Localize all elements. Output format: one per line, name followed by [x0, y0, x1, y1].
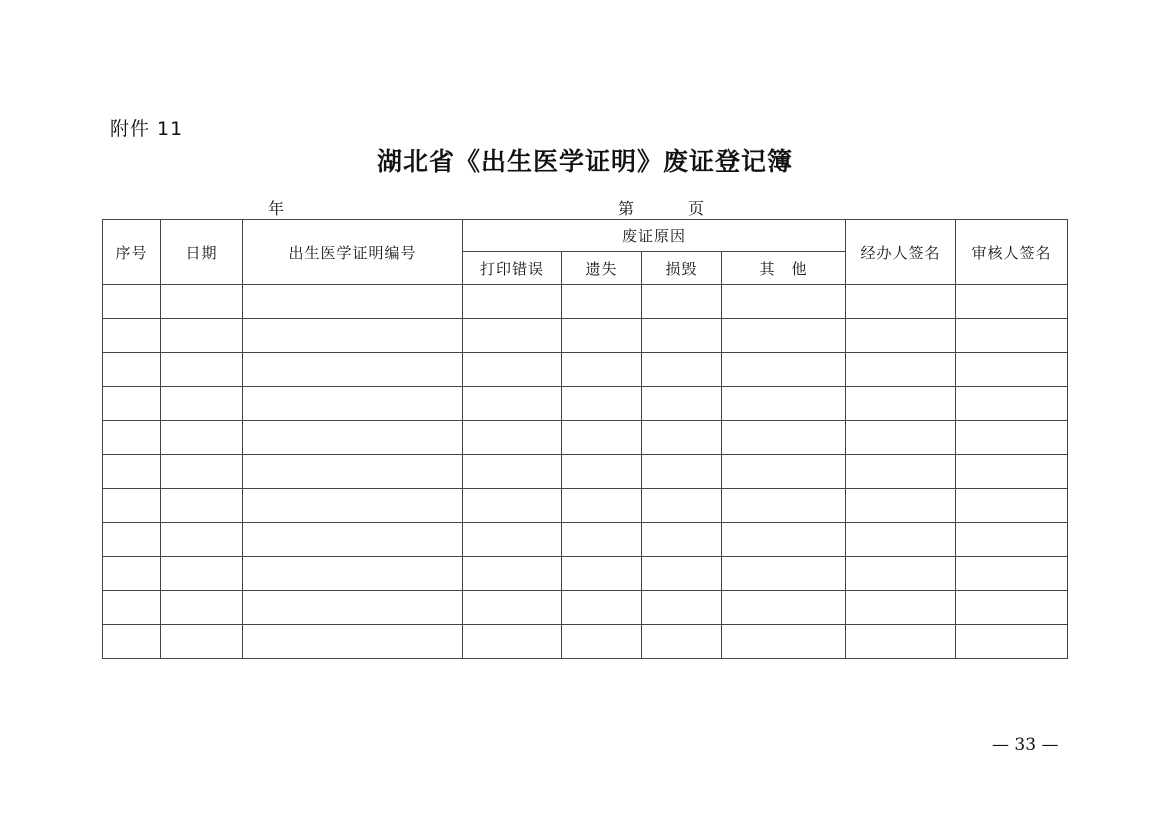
table-cell[interactable]: [846, 387, 956, 421]
table-cell[interactable]: [562, 285, 642, 319]
table-cell[interactable]: [642, 387, 722, 421]
table-row: [103, 319, 1068, 353]
table-cell[interactable]: [722, 285, 846, 319]
page-prefix-label: 第: [618, 199, 635, 218]
table-cell[interactable]: [956, 591, 1068, 625]
table-cell[interactable]: [722, 421, 846, 455]
table-cell[interactable]: [463, 523, 562, 557]
table-row: [103, 489, 1068, 523]
table-cell[interactable]: [562, 421, 642, 455]
page-suffix-label: 页: [688, 199, 705, 218]
table-cell[interactable]: [463, 387, 562, 421]
table-cell[interactable]: [463, 625, 562, 659]
header-reason-lost: 遗失: [562, 252, 642, 285]
table-cell[interactable]: [722, 591, 846, 625]
table-cell[interactable]: [103, 523, 161, 557]
table-row: [103, 455, 1068, 489]
table-cell[interactable]: [846, 625, 956, 659]
table-cell[interactable]: [956, 455, 1068, 489]
table-cell[interactable]: [642, 489, 722, 523]
table-row: [103, 625, 1068, 659]
table-cell[interactable]: [161, 353, 243, 387]
page-number: — 33 —: [992, 735, 1059, 755]
table-cell[interactable]: [463, 421, 562, 455]
table-cell[interactable]: [642, 319, 722, 353]
attachment-label: 附件 11: [110, 118, 184, 140]
table-cell[interactable]: [161, 285, 243, 319]
table-cell[interactable]: [956, 421, 1068, 455]
table-cell[interactable]: [642, 591, 722, 625]
table-cell[interactable]: [103, 353, 161, 387]
table-row: [103, 387, 1068, 421]
table-cell[interactable]: [243, 353, 463, 387]
table-cell[interactable]: [243, 285, 463, 319]
table-cell[interactable]: [562, 455, 642, 489]
table-cell[interactable]: [642, 523, 722, 557]
table-cell[interactable]: [243, 455, 463, 489]
table-cell[interactable]: [722, 387, 846, 421]
register-body: [103, 285, 1068, 659]
year-label: 年: [268, 199, 285, 218]
table-cell[interactable]: [642, 285, 722, 319]
header-reviewer-signature: 审核人签名: [956, 220, 1068, 285]
table-cell[interactable]: [846, 285, 956, 319]
header-handler-signature: 经办人签名: [846, 220, 956, 285]
table-cell[interactable]: [956, 557, 1068, 591]
table-cell[interactable]: [562, 557, 642, 591]
table-cell[interactable]: [463, 455, 562, 489]
table-cell[interactable]: [642, 455, 722, 489]
table-cell[interactable]: [846, 455, 956, 489]
table-cell[interactable]: [722, 557, 846, 591]
table-cell[interactable]: [722, 489, 846, 523]
table-cell[interactable]: [562, 387, 642, 421]
table-cell[interactable]: [243, 319, 463, 353]
table-cell[interactable]: [956, 285, 1068, 319]
table-row: [103, 285, 1068, 319]
table-cell[interactable]: [161, 421, 243, 455]
table-cell[interactable]: [161, 319, 243, 353]
table-cell[interactable]: [161, 455, 243, 489]
table-cell[interactable]: [642, 625, 722, 659]
table-cell[interactable]: [722, 353, 846, 387]
table-cell[interactable]: [642, 421, 722, 455]
table-cell[interactable]: [243, 489, 463, 523]
table-cell[interactable]: [103, 455, 161, 489]
table-cell[interactable]: [161, 557, 243, 591]
table-cell[interactable]: [956, 489, 1068, 523]
table-cell[interactable]: [562, 353, 642, 387]
table-cell[interactable]: [642, 557, 722, 591]
table-cell[interactable]: [722, 523, 846, 557]
table-cell[interactable]: [562, 523, 642, 557]
table-cell[interactable]: [846, 319, 956, 353]
table-cell[interactable]: [161, 489, 243, 523]
table-cell[interactable]: [956, 625, 1068, 659]
header-reason-print-error: 打印错误: [463, 252, 562, 285]
table-cell[interactable]: [103, 387, 161, 421]
table-row: [103, 523, 1068, 557]
table-cell[interactable]: [846, 591, 956, 625]
table-cell[interactable]: [846, 523, 956, 557]
table-cell[interactable]: [243, 591, 463, 625]
table-cell[interactable]: [161, 625, 243, 659]
table-row: [103, 353, 1068, 387]
table-cell[interactable]: [956, 387, 1068, 421]
table-cell[interactable]: [243, 387, 463, 421]
table-cell[interactable]: [722, 455, 846, 489]
table-cell[interactable]: [243, 625, 463, 659]
table-cell[interactable]: [463, 557, 562, 591]
table-cell[interactable]: [846, 353, 956, 387]
table-cell[interactable]: [463, 591, 562, 625]
table-cell[interactable]: [243, 421, 463, 455]
table-row: [103, 591, 1068, 625]
table-cell[interactable]: [103, 625, 161, 659]
table-cell[interactable]: [161, 591, 243, 625]
header-reason-damaged: 损毁: [642, 252, 722, 285]
header-serial: 序号: [103, 220, 161, 285]
table-cell[interactable]: [846, 557, 956, 591]
table-cell[interactable]: [722, 319, 846, 353]
table-cell[interactable]: [562, 591, 642, 625]
table-cell[interactable]: [463, 319, 562, 353]
table-cell[interactable]: [463, 489, 562, 523]
table-cell[interactable]: [103, 319, 161, 353]
table-cell[interactable]: [956, 319, 1068, 353]
table-row: [103, 421, 1068, 455]
table-cell[interactable]: [103, 421, 161, 455]
table-cell[interactable]: [243, 557, 463, 591]
table-cell[interactable]: [161, 523, 243, 557]
table-cell[interactable]: [956, 353, 1068, 387]
table-cell[interactable]: [562, 489, 642, 523]
table-cell[interactable]: [846, 489, 956, 523]
header-certificate-number: 出生医学证明编号: [243, 220, 463, 285]
table-cell[interactable]: [722, 625, 846, 659]
table-cell[interactable]: [243, 523, 463, 557]
table-row: [103, 557, 1068, 591]
table-cell[interactable]: [642, 353, 722, 387]
table-cell[interactable]: [103, 489, 161, 523]
table-cell[interactable]: [103, 591, 161, 625]
table-cell[interactable]: [562, 625, 642, 659]
table-cell[interactable]: [103, 557, 161, 591]
table-cell[interactable]: [846, 421, 956, 455]
table-cell[interactable]: [463, 285, 562, 319]
table-cell[interactable]: [956, 523, 1068, 557]
table-cell[interactable]: [103, 285, 161, 319]
table-cell[interactable]: [161, 387, 243, 421]
table-cell[interactable]: [562, 319, 642, 353]
header-reason-other: 其 他: [722, 252, 846, 285]
void-certificate-register-table: [102, 219, 1068, 659]
table-cell[interactable]: [463, 353, 562, 387]
document-title: 湖北省《出生医学证明》废证登记簿: [376, 147, 793, 176]
header-date: 日期: [161, 220, 243, 285]
header-void-reason: 废证原因: [463, 220, 846, 252]
